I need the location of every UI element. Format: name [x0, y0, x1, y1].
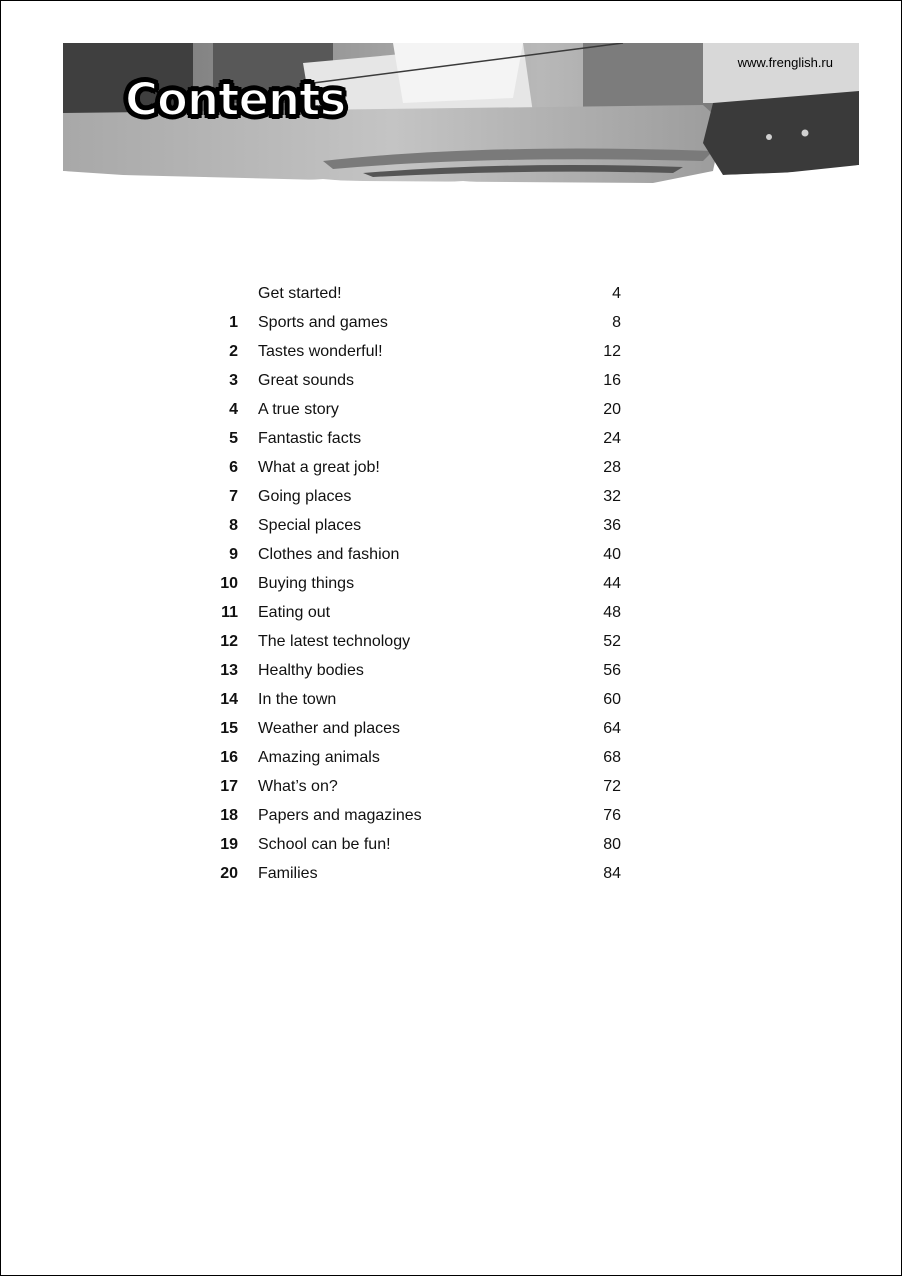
toc-page-number: 4 [612, 284, 621, 302]
toc-unit-number: 7 [229, 487, 238, 505]
toc-unit-title: The latest technology [258, 633, 411, 651]
toc-unit-number: 11 [221, 604, 238, 622]
toc-unit-number: 17 [220, 778, 238, 796]
toc-unit-number: 16 [220, 749, 238, 767]
toc-unit-title: Weather and places [258, 720, 401, 738]
toc-page-number: 72 [603, 778, 621, 796]
toc-entry [201, 308, 621, 337]
toc-unit-number: 2 [229, 342, 238, 360]
toc-page-number: 8 [612, 313, 621, 331]
toc-page-number: 48 [603, 604, 621, 622]
toc-unit-number: 12 [220, 633, 238, 651]
toc-page-number: 32 [603, 487, 621, 505]
toc-unit-title: Eating out [258, 604, 331, 622]
toc-unit-title: A true story [258, 400, 339, 418]
toc-entry [201, 279, 621, 308]
toc-entry [201, 511, 621, 540]
toc-unit-title: Families [258, 865, 318, 883]
toc-page-number: 60 [603, 691, 621, 709]
toc-entry [201, 337, 621, 366]
toc-page-number: 80 [603, 836, 621, 854]
header-banner [63, 43, 859, 193]
table-of-contents [201, 279, 621, 889]
toc-page-number: 84 [603, 865, 621, 883]
toc-entry [201, 599, 621, 628]
page-title: Contents [125, 73, 346, 126]
toc-unit-title: Tastes wonderful! [258, 342, 383, 360]
toc-unit-title: Great sounds [258, 371, 355, 389]
toc-entry [201, 802, 621, 831]
toc-page-number: 68 [603, 749, 621, 767]
toc-page-number: 16 [603, 371, 621, 389]
toc-entry [201, 366, 621, 395]
toc-unit-number: 20 [220, 865, 238, 883]
toc-entry [201, 831, 621, 860]
toc-unit-title: Papers and magazines [258, 807, 422, 825]
toc-entry [201, 453, 621, 482]
toc-unit-number: 3 [229, 371, 238, 389]
toc-page-number: 12 [603, 342, 621, 360]
toc-entry [201, 628, 621, 657]
toc-page-number: 52 [603, 633, 621, 651]
toc-unit-number: 15 [220, 720, 238, 738]
toc-entry [201, 540, 621, 569]
toc-unit-number: 13 [220, 662, 238, 680]
toc-entry [201, 715, 621, 744]
toc-entry [201, 773, 621, 802]
toc-page-number: 76 [603, 807, 621, 825]
toc-unit-title: Buying things [258, 574, 355, 592]
toc-unit-title: Amazing animals [258, 749, 380, 767]
toc-unit-number: 4 [229, 400, 238, 418]
toc-unit-number: 5 [229, 429, 238, 447]
toc-page-number: 40 [603, 545, 621, 563]
toc-entry [201, 395, 621, 424]
toc-page-number: 24 [603, 429, 621, 447]
toc-unit-title: Sports and games [258, 313, 388, 331]
toc-unit-title: School can be fun! [258, 836, 391, 854]
toc-entry [201, 482, 621, 511]
toc-unit-number: 10 [220, 574, 238, 592]
toc-unit-number: 1 [229, 313, 238, 331]
toc-page-number: 28 [603, 458, 621, 476]
toc-unit-number: 8 [229, 516, 238, 534]
toc-unit-number: 19 [220, 836, 238, 854]
toc-unit-title: What a great job! [258, 458, 380, 476]
toc-entry [201, 744, 621, 773]
toc-unit-title: Fantastic facts [258, 429, 362, 447]
toc-page-number: 36 [603, 516, 621, 534]
toc-entry [201, 860, 621, 889]
toc-page-number: 56 [603, 662, 621, 680]
toc-unit-title: Going places [258, 487, 352, 505]
toc-page-number: 64 [603, 720, 621, 738]
toc-unit-title: Get started! [258, 284, 342, 302]
toc-entry [201, 686, 621, 715]
toc-unit-number: 9 [229, 545, 238, 563]
toc-entry [201, 657, 621, 686]
toc-entry [201, 424, 621, 453]
toc-unit-number: 18 [220, 807, 238, 825]
toc-unit-number: 14 [220, 691, 238, 709]
toc-page-number: 20 [603, 400, 621, 418]
toc-unit-title: Special places [258, 516, 362, 534]
toc-unit-title: What’s on? [258, 778, 338, 796]
site-url: www.frenglish.ru [737, 55, 833, 70]
toc-page-number: 44 [603, 574, 621, 592]
toc-entry [201, 569, 621, 598]
toc-unit-title: In the town [258, 691, 337, 709]
toc-unit-title: Healthy bodies [258, 662, 364, 680]
toc-unit-title: Clothes and fashion [258, 545, 400, 563]
toc-unit-number: 6 [229, 458, 238, 476]
